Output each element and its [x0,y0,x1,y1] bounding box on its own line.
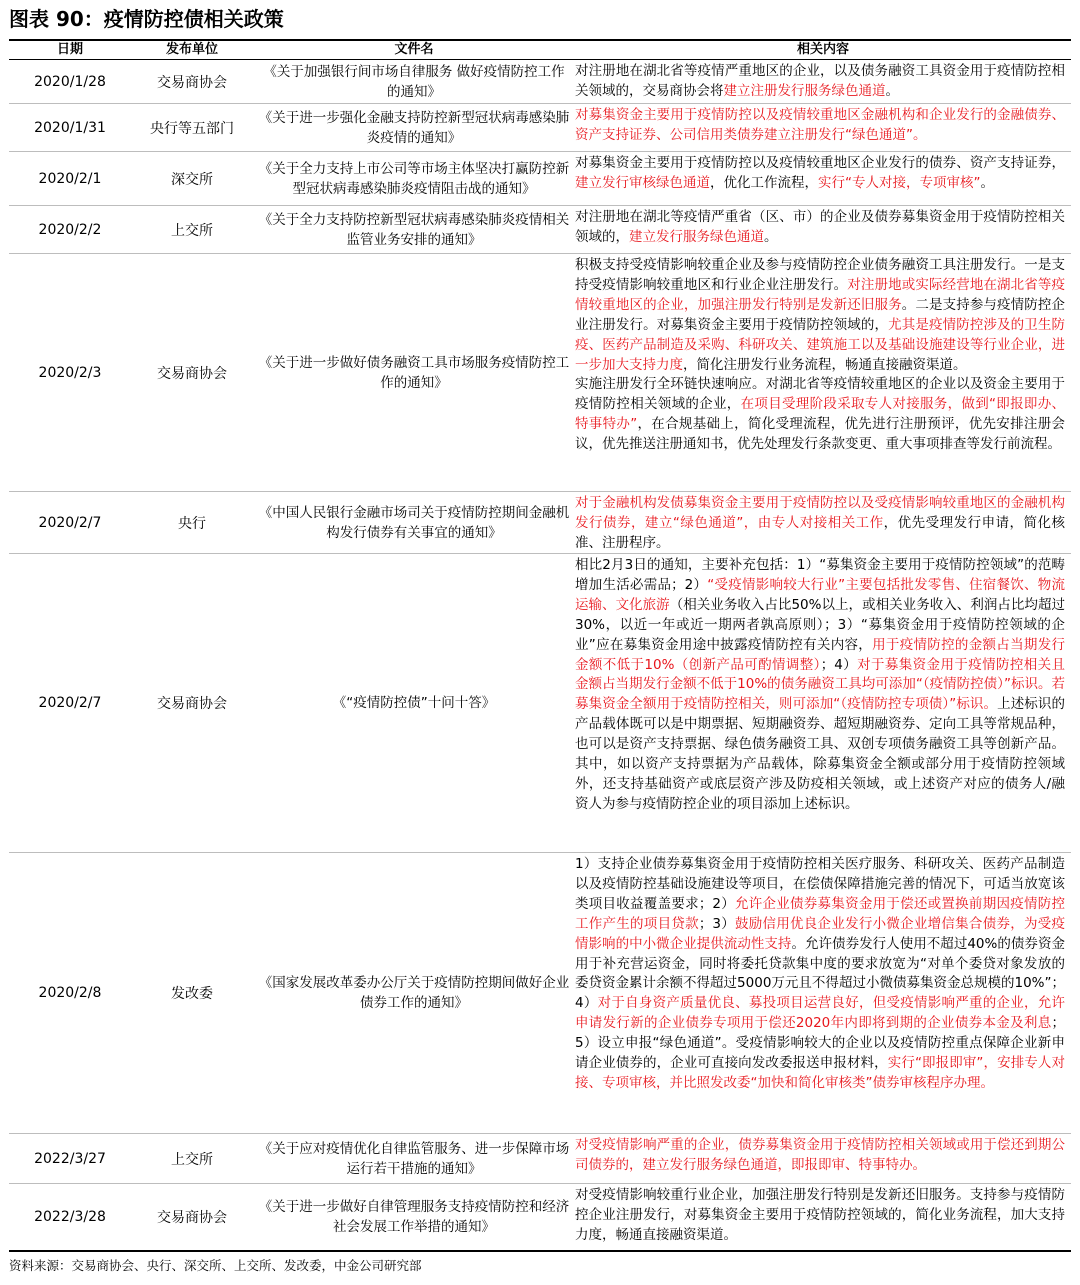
highlight-text: 对于自身资产质量优良、募投项目运营良好，但受疫情影响严重的企业，允许申请发行新的企业债券专项用于偿还2020年内即将到期的企业债券本金及利息 [575,995,1066,1032]
document-title: 《关于全力支持上市公司等市场主体坚决打赢防控新型冠状病毒感染肺炎疫情阻击战的通知》 [258,160,570,197]
highlight-text: 建立注册发行服务绿色通道 [723,82,886,99]
table-row [9,152,1071,206]
table-row [9,554,1071,853]
cell-publisher: 交易商协会 [157,365,227,382]
content-text [575,206,1065,248]
cell-document [253,1134,575,1183]
cell-document [253,206,575,253]
table-row [9,254,1071,492]
highlight-text: 在项目受理阶段采取专人对接服务，做到“即报即办、特事特办” [575,396,1066,433]
cell-document [253,254,575,491]
cell-date: 2020/2/3 [38,364,102,381]
body-text: ，简化注册发行业务流程，畅通直接融资渠道。 [683,356,967,373]
header-document: 文件名 [394,42,434,57]
highlight-text: 对注册地或实际经营地在湖北省等疫情较重地区的企业，加强注册发行特别是发新还旧服务 [575,276,1066,313]
body-text: 对注册地在湖北等疫情严重省（区、市）的企业及债券募集资金用于疫情防控相关领域的， [575,209,1065,245]
body-text: ；5）设立申报“绿色通道”。受疫情影响较大的企业以及疫情防控重点保障企业新申请企业债券的，企业可直接向发改委报送申报材料， [575,1015,1065,1072]
table-row [9,60,1071,104]
content-text [575,1184,1065,1246]
cell-content [575,104,1071,151]
highlight-text: 允许企业债券募集资金用于偿还或置换前期因疫情防控工作产生的项目贷款 [575,895,1066,932]
document-title: 《“疫情防控债”十问十答》 [332,695,496,711]
body-text: 。 [980,174,994,191]
cell-publisher: 交易商协会 [157,74,227,91]
body-text: ，优先受理发行申请，简化核准、注册程序。 [575,514,1066,551]
highlight-text: 鼓励信用优良企业发行小微企业增信集合债券，为受疫情影响的中小微企业提供流动性支持 [575,915,1066,952]
cell-date: 2020/2/7 [38,695,102,711]
cell-date: 2020/2/2 [38,221,102,238]
cell-content [575,1184,1071,1249]
body-text: 1）支持企业债券募集资金用于疫情防控相关医疗服务、科研攻关、医药产品制造以及疫情防控基础设施建设等项目，在偿债保障措施完善的情况下，可适当放宽该类项目收益覆盖要求；2） [575,856,1065,912]
cell-publisher: 交易商协会 [157,696,227,712]
document-title: 《关于进一步做好债务融资工具市场服务疫情防控工作的通知》 [258,354,570,391]
highlight-text: 用于疫情防控的金额占当期发行金额不低于10%（创新产品可酌情调整） [575,636,1065,673]
body-text: 对受疫情影响较重行业企业，加强注册发行特别是发新还旧服务。支持参与疫情防控企业注册发行，对募集资金主要用于疫情防控领域的，简化业务流程，加大支持力度，畅通直接融资渠道。 [575,1187,1065,1243]
cell-date: 2022/3/28 [34,1208,106,1225]
table-row [9,206,1071,254]
cell-document [253,152,575,205]
cell-content [575,60,1071,103]
cell-content [575,554,1071,852]
cell-content [575,853,1071,1133]
document-title: 《关于应对疫情优化自律监管服务、进一步保障市场运行若干措施的通知》 [258,1140,570,1177]
cell-publisher: 发改委 [171,986,213,1002]
highlight-text: 尤其是疫情防控涉及的卫生防疫、医药产品制造及采购、科研攻关、建筑施工以及基础设施建设等行业企业，进一步加大支持力度 [575,316,1066,373]
content-text [575,492,1065,554]
highlight-text: 对募集资金主要用于疫情防控以及疫情较重地区金融机构和企业发行的金融债券、资产支持证券、公司信用类债券建立注册发行“绿色通道”。 [575,107,1065,143]
cell-document [253,853,575,1133]
table-row [9,1134,1071,1184]
cell-content [575,254,1071,491]
body-text: 对募集资金主要用于疫情防控以及疫情较重地区企业发行的债券、资产支持证券， [575,155,1065,171]
cell-date: 2020/1/31 [34,119,106,136]
body-text: 。二是支持参与疫情防控企业注册发行。对募集资金主要用于疫情防控领域的， [575,296,1066,333]
cell-document [253,60,575,103]
content-text [575,1134,1065,1176]
highlight-text: 对于募集资金用于疫情防控相关且金额占当期发行金额不低于10%的债务融资工具均可添加“（疫情防控债）”标识。若募集资金全额用于疫情防控相关，则可添加“（疫情防控专项债）”标识。 [575,656,1066,713]
body-text: 。 [885,82,899,99]
highlight-text: 建立发行服务绿色通道 [629,228,764,245]
table-row [9,853,1071,1134]
table-row [9,1184,1071,1250]
highlight-text: 实行“即报即审”，安排专人对接、专项审核，并比照发改委“加快和简化审核类”债券审核程序办理。 [575,1055,1066,1091]
document-title: 《中国人民银行金融市场司关于疫情防控期间金融机构发行债券有关事宜的通知》 [258,504,570,541]
body-text: ；3） [698,915,735,932]
body-text: 实施注册发行全环链快速响应。对湖北省等疫情较重地区的企业以及资金主要用于疫情防控相关领域的企业， [575,376,1065,413]
cell-date: 2020/2/8 [38,985,102,1001]
cell-document [253,492,575,553]
table-bottom-rule [9,1250,1071,1252]
body-text: ，在合规基础上，简化受理流程，优先进行注册预评，优先安排注册会议，优先推送注册通知书，优先处理发行条款变更、重大事项排查等发行前流程。 [575,416,1066,453]
highlight-text: 建立发行审核绿色通道 [575,174,710,191]
cell-date: 2020/1/28 [34,73,106,90]
document-title: 《关于全力支持防控新型冠状病毒感染肺炎疫情相关监管业务安排的通知》 [258,211,570,248]
content-text [575,254,1065,455]
cell-content [575,492,1071,553]
table-row [9,492,1071,554]
header-content: 相关内容 [796,42,849,57]
cell-publisher: 央行 [178,515,206,532]
body-text: （相关业务收入占比50%以上，或相关业务收入、利润占比均超过30%，以近一年或近一期两者孰高原则）；3）“募集资金用于疫情防控领域的企业”应在募集资金用途中披露疫情防控有关内容， [575,596,1065,653]
body-text: 上述标识的产品载体既可以是中期票据、短期融资券、超短期融资券、定向工具等常规品种，也可以是资产支持票据、绿色债务融资工具、双创专项债务融资工具等创新产品。其中，如以资产支持票据为产品载体，除募集资金全额或部分用于疫情防控领域外，还支持基础资产或底层资产涉及防疫相关领域，或上述资产对应的债务人/融资人为参与疫情防控企业的项目添加上述标识。 [575,696,1065,812]
cell-publisher: 深交所 [171,171,213,188]
page-title: 图表 90：疫情防控债相关政策 [9,7,284,31]
body-text: 积极支持受疫情影响较重企业及参与疫情防控企业债务融资工具注册发行。一是支持受疫情影响较重地区和行业企业注册发行。 [575,257,1065,293]
header-publisher: 发布单位 [165,42,218,57]
body-text: ；4） [820,656,858,673]
content-text [575,853,1065,1094]
document-title: 《国家发展改革委办公厅关于疫情防控期间做好企业债券工作的通知》 [258,975,570,1011]
cell-content [575,1134,1071,1183]
cell-publisher: 上交所 [171,222,213,239]
content-text [575,152,1065,194]
cell-publisher: 交易商协会 [157,1209,227,1226]
highlight-text: “受疫情影响较大行业”主要包括批发零售、住宿餐饮、物流运输、文化旅游 [575,576,1065,613]
table-row [9,104,1071,152]
cell-content [575,206,1071,253]
highlight-text: 对于金融机构发债募集资金主要用于疫情防控以及受疫情影响较重地区的金融机构发行债券，建立“绿色通道”，由专人对接相关工作 [575,495,1065,531]
document-title: 《关于进一步强化金融支持防控新型冠状病毒感染肺炎疫情的通知》 [258,109,570,146]
body-text: 。允许债券发行人使用不超过40%的债券资金用于补充营运资金，同时将委托贷款集中度的要求放宽为“对单个委贷对象发放的委贷资金累计余额不得超过5000万元且不得超过小微债募集资金总规模的10%”；4） [575,935,1065,1012]
body-text: 。 [764,228,778,245]
cell-date: 2022/3/27 [34,1150,106,1167]
header-date: 日期 [56,42,83,57]
document-title: 《关于进一步做好自律管理服务支持疫情防控和经济社会发展工作举措的通知》 [258,1198,570,1235]
body-text: 对注册地在湖北省等疫情严重地区的企业，以及债务融资工具资金用于疫情防控相关领域的，交易商协会将 [575,63,1065,99]
highlight-text: 对受疫情影响严重的企业，债券募集资金用于疫情防控相关领域或用于偿还到期公司债券的，建立发行服务绿色通道，即报即审、特事特办。 [575,1137,1065,1173]
highlight-text: 实行“专人对接，专项审核” [818,174,981,191]
document-title: 《关于加强银行间市场自律服务 做好疫情防控工作的通知》 [263,63,565,100]
body-text: 相比2月3日的通知，主要补充包括：1）“募集资金主要用于疫情防控领域”的范畴增加生活必需品；2） [575,557,1065,593]
content-text [575,554,1065,815]
cell-publisher: 央行等五部门 [150,120,234,137]
cell-publisher: 上交所 [171,1151,213,1168]
content-text [575,104,1065,146]
cell-content [575,152,1071,205]
body-text: ，优化工作流程， [710,174,818,191]
cell-date: 2020/2/7 [38,514,102,531]
cell-document [253,1184,575,1249]
content-text [575,60,1065,102]
table-header [9,41,1071,59]
cell-date: 2020/2/1 [38,170,102,187]
cell-document [253,554,575,852]
cell-document [253,104,575,151]
source-note: 资料来源：交易商协会、央行、深交所、上交所、发改委，中金公司研究部 [9,1258,422,1273]
